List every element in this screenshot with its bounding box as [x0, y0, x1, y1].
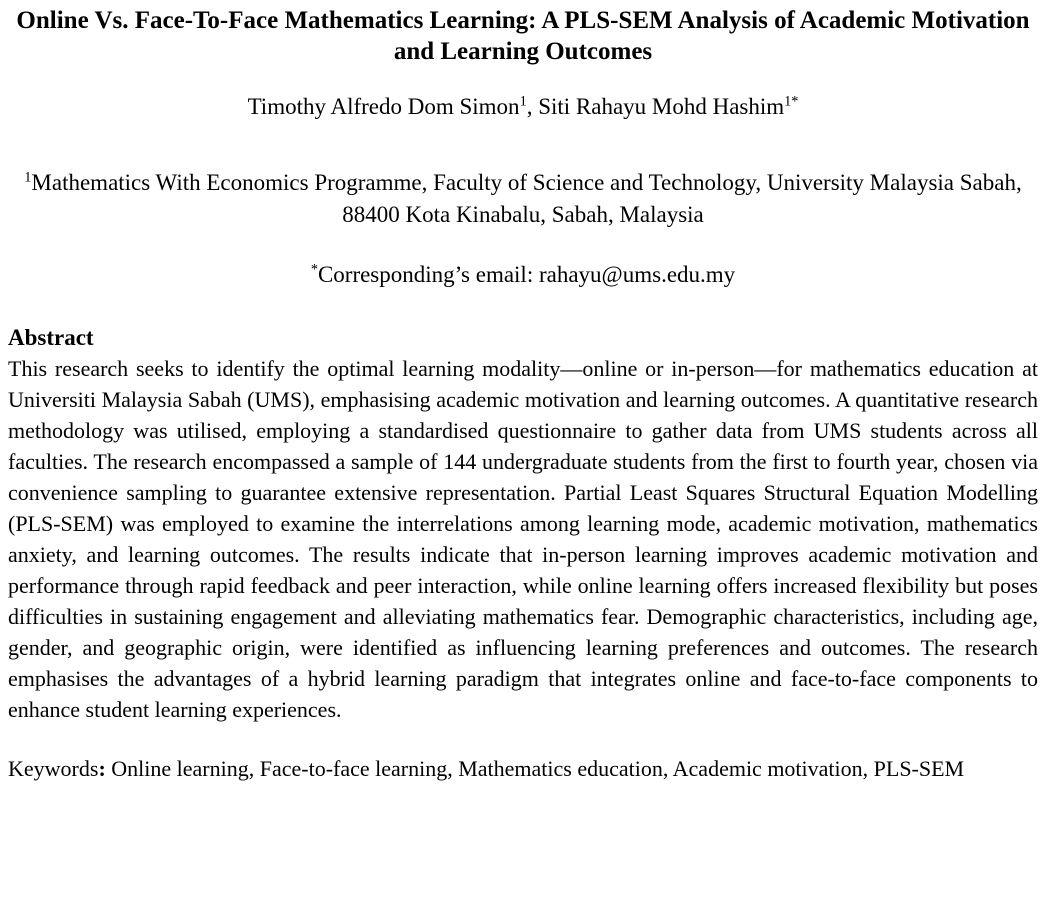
- abstract-body: This research seeks to identify the optimal learning modality—online or in-person—for mathematics education at Universiti Malaysia Sabah (UMS), emphasising academic motivation and learning outcomes. A quantitative research methodology was utilised, employing a standardised questionnaire to gather data from UMS students across all faculties. The research encompassed a sample of 144 undergraduate students from the first to fourth year, chosen via convenience sampling to guarantee extensive representation. Partial Least Squares Structural Equation Modelling (PLS-SEM) was employed to examine the interrelations among learning mode, academic motivation, mathematics anxiety, and learning outcomes. The results indicate that in-person learning improves academic motivation and performance through rapid feedback and peer interaction, while online learning offers increased flexibility but poses difficulties in sustaining engagement and alleviating mathematics fear. Demographic characteristics, including age, gender, and geographic origin, were identified as influencing learning preferences and outcomes. The research emphasises the advantages of a hybrid learning paradigm that integrates online and face-to-face components to enhance student learning experiences.: [8, 356, 1038, 722]
- affiliation-line: [8, 167, 1038, 231]
- keywords-line: [8, 753, 1038, 784]
- author-name-2: Siti Rahayu Mohd Hashim: [538, 94, 785, 119]
- corresponding-label: Corresponding’s email:: [317, 262, 539, 287]
- keywords-text: Online learning, Face-to-face learning, Mathematics education, Academic motivation, PLS-SEM: [111, 756, 965, 781]
- keywords-label: Keywords: [8, 756, 99, 781]
- author-superscript-1: 1: [519, 93, 527, 110]
- authors-line: [8, 93, 1038, 121]
- corresponding-superscript: *: [310, 261, 318, 278]
- corresponding-email: rahayu@ums.edu.my: [538, 262, 736, 287]
- author-superscript-2: 1*: [784, 93, 799, 110]
- abstract-heading: Abstract: [8, 325, 94, 350]
- author-name-1: Timothy Alfredo Dom Simon: [247, 94, 520, 119]
- keywords-colon: :: [98, 756, 106, 781]
- affiliation-superscript: 1: [24, 169, 32, 186]
- corresponding-line: [8, 261, 1038, 289]
- affiliation-text: Mathematics With Economics Programme, Faculty of Science and Technology, University Malaysia Sabah, 88400 Kota Kinabalu, Sabah, Malaysia: [31, 170, 1022, 227]
- authors-separator: ,: [526, 94, 539, 119]
- paper-title: Online Vs. Face-To-Face Mathematics Learning: A PLS-SEM Analysis of Academic Motivation and Learning Outcomes: [16, 7, 1030, 65]
